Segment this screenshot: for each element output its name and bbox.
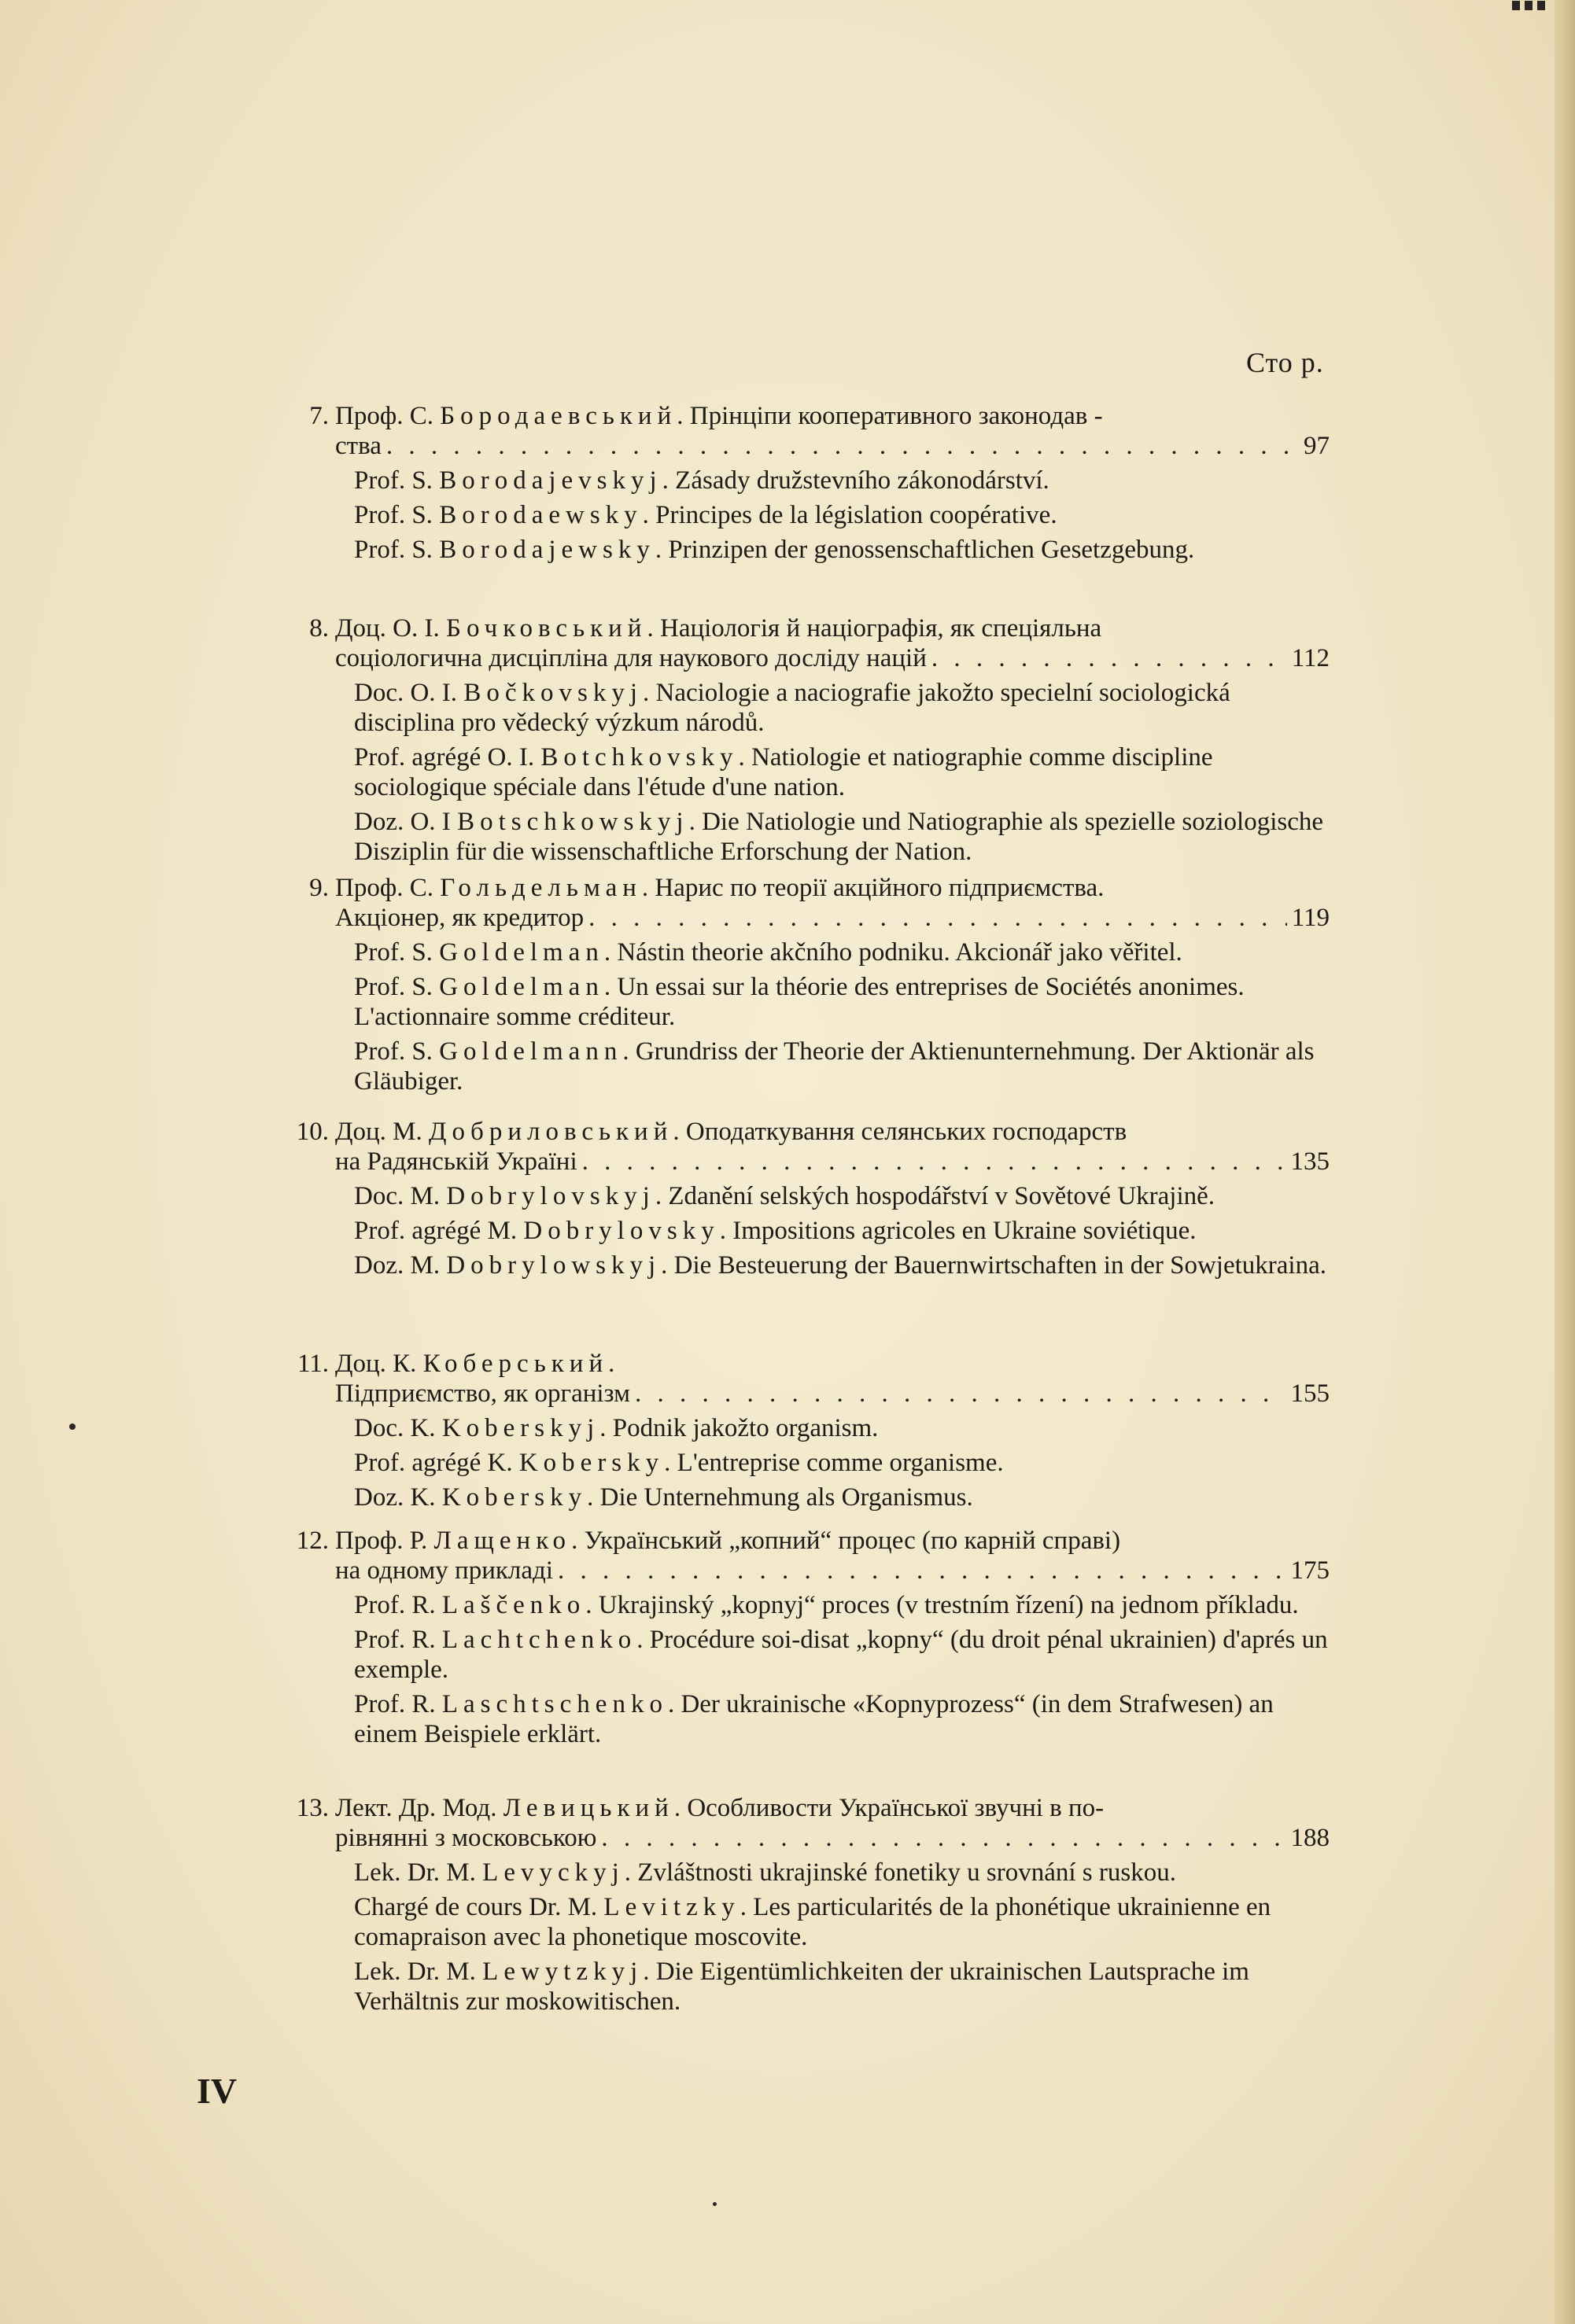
translated-title — [335, 937, 1330, 967]
entry-number: 10. — [296, 1118, 329, 1146]
translated-title — [335, 535, 1330, 565]
translated-author-title: Lek. Dr. M. — [354, 1958, 483, 1986]
translated-title — [335, 1181, 1330, 1211]
entry-title-ukrainian — [335, 1117, 1330, 1177]
page-number: 175 — [1290, 1556, 1330, 1585]
author-title: Доц. О. І. — [335, 614, 446, 643]
translated-author-name: Lewytzkyj — [482, 1958, 644, 1986]
entry-body — [335, 613, 1330, 867]
print-speck — [713, 2202, 717, 2206]
translated-article-title: . Die Unternehmung als Organismus. — [587, 1483, 973, 1512]
translated-title — [335, 1250, 1330, 1280]
title-leader-line — [335, 431, 1330, 461]
title-leader-line — [335, 1823, 1330, 1853]
author-name: Лащенко — [433, 1527, 572, 1555]
entry-number: 11. — [297, 1350, 329, 1378]
page-edge-shadow — [1555, 0, 1575, 2324]
print-speck — [69, 1423, 76, 1430]
translated-article-title: . Zásady družstevního zákonodárství. — [662, 466, 1049, 495]
translated-title — [335, 466, 1330, 495]
article-title: . Націологія й націографія, як спеціяльна — [647, 614, 1102, 643]
translated-author-title: Doc. O. I. — [354, 679, 464, 707]
translated-author-title: Prof. R. — [354, 1626, 442, 1654]
page-number: 112 — [1291, 644, 1330, 672]
entry-body — [335, 401, 1330, 565]
translated-author-name: Botchkovsky — [540, 743, 739, 772]
translated-author-name: Goldelman — [439, 973, 604, 1001]
translated-title — [335, 1858, 1330, 1888]
translated-author-title: Prof. S. — [354, 501, 440, 529]
author-name: Левицький — [503, 1794, 674, 1822]
translated-author-title: Prof. agrégé M. — [354, 1217, 524, 1245]
toc-entry — [283, 1117, 1330, 1280]
translated-author-name: Dobrylovsky — [523, 1217, 720, 1245]
page-number: 188 — [1290, 1824, 1330, 1852]
translated-article-title: . Prinzipen der genossenschaftlichen Gesetzgebung. — [655, 536, 1195, 564]
translated-article-title: . Principes de la législation coopérative. — [642, 501, 1057, 529]
article-title: . Прінціпи кооперативного законодав - — [677, 402, 1103, 430]
page-column-label: Сто р. — [1246, 347, 1324, 378]
translated-author-title: Prof. agrégé K. — [354, 1449, 519, 1477]
translated-title — [335, 1037, 1330, 1096]
article-title: . — [608, 1350, 615, 1378]
translated-title — [335, 500, 1330, 530]
translated-author-title: Doz. O. I — [354, 808, 458, 836]
translated-title — [335, 1216, 1330, 1246]
entry-number: 9. — [309, 874, 329, 902]
author-title: Доц. М. — [335, 1118, 430, 1146]
translated-author-name: Laščenko — [441, 1591, 586, 1619]
translated-title — [335, 1413, 1330, 1443]
entry-title-ukrainian — [335, 1349, 1330, 1409]
translated-title — [335, 742, 1330, 802]
translated-author-name: Goldelman — [439, 938, 604, 967]
translated-author-name: Koberskyj — [441, 1414, 600, 1442]
translated-author-name: Dobrylowskyj — [446, 1251, 662, 1280]
toc-entry — [283, 1349, 1330, 1512]
author-name: Коберський — [422, 1350, 609, 1378]
translated-author-name: Botschkowskyj — [457, 808, 689, 836]
translated-article-title: . Nástin theorie akčního podniku. Akcionář jako věřitel. — [603, 938, 1182, 967]
author-title: Доц. К. — [335, 1350, 423, 1378]
dot-leader — [635, 1379, 1285, 1409]
toc-entry — [283, 401, 1330, 565]
translated-author-name: Levyckyj — [482, 1858, 625, 1887]
scan-corner-mark — [1512, 0, 1559, 11]
translated-article-title: . Grundriss der Theorie der Aktienunternehmung. Der Aktionär als Gläubiger. — [354, 1037, 1315, 1096]
translated-author-title: Prof. R. — [354, 1690, 442, 1718]
article-title: . Особливости Української звучні в по- — [673, 1794, 1105, 1822]
translated-article-title: . Naciologie a naciografie jakožto specielní sociologická disciplina pro vědecký výzkum národů. — [354, 679, 1230, 737]
translated-title — [335, 807, 1330, 867]
translated-author-title: Doz. M. — [354, 1251, 447, 1280]
translated-title — [335, 972, 1330, 1032]
translated-title — [335, 1957, 1330, 2016]
translated-article-title: . Impositions agricoles en Ukraine soviétique. — [719, 1217, 1197, 1245]
translated-author-name: Borodajewsky — [439, 536, 655, 564]
translated-article-title: . L'entreprise comme organisme. — [664, 1449, 1004, 1477]
entry-number: 13. — [296, 1794, 329, 1822]
translated-author-title: Prof. R. — [354, 1591, 442, 1619]
translated-article-title: . Die Natiologie und Natiographie als spezielle soziologische Disziplin für die wissenschaftliche Erforschung der Nation. — [354, 808, 1324, 866]
toc-entry — [283, 1793, 1330, 2016]
translated-article-title: . Der ukrainische «Kopnyprozess“ (in dem Strafwesen) an einem Beispiele erklärt. — [354, 1690, 1274, 1748]
translated-title — [335, 1892, 1330, 1952]
article-title-end: на одному прикладі — [335, 1556, 553, 1585]
author-title: Проф. С. — [335, 874, 441, 902]
translated-title — [335, 1448, 1330, 1478]
author-name: Гольдельман — [440, 874, 642, 902]
translated-author-name: Kobersky — [441, 1483, 588, 1512]
translated-article-title: . Les particularités de la phonétique ukrainienne en comapraison avec la phonetique moscovite. — [354, 1893, 1271, 1951]
translated-title — [335, 1689, 1330, 1749]
translated-article-title: . Natiologie et natiographie comme discipline sociologique spéciale dans l'étude d'une nation. — [354, 743, 1213, 801]
translated-article-title: . Procédure soi-disat „kopny“ (du droit pénal ukrainien) d'aprés un exemple. — [354, 1626, 1328, 1684]
entry-body — [335, 873, 1330, 1096]
page-number: 135 — [1290, 1147, 1330, 1176]
entry-body — [335, 1793, 1330, 2016]
translated-title — [335, 1590, 1330, 1620]
translated-author-title: Doc. K. — [354, 1414, 442, 1442]
article-title-end: рівнянні з московською — [335, 1824, 597, 1852]
entry-number: 12. — [296, 1527, 329, 1555]
article-title: . Оподаткування селянських господарств — [673, 1118, 1127, 1146]
translated-author-title: Chargé de cours Dr. M. — [354, 1893, 604, 1921]
entry-number: 7. — [309, 402, 329, 430]
title-leader-line — [335, 643, 1330, 673]
dot-leader — [931, 643, 1287, 673]
author-title: Лект. Др. Мод. — [335, 1794, 503, 1822]
entry-title-ukrainian — [335, 613, 1330, 673]
article-title-end: Підприємство, як організм — [335, 1379, 631, 1408]
translated-author-title: Prof. S. — [354, 466, 440, 495]
translated-title — [335, 1482, 1330, 1512]
translated-author-name: Levitzky — [603, 1893, 740, 1921]
translated-article-title: . Zvláštnosti ukrajinské fonetiky u srovnání s ruskou. — [624, 1858, 1176, 1887]
translated-author-name: Kobersky — [518, 1449, 665, 1477]
translated-title — [335, 1625, 1330, 1685]
dot-leader — [558, 1556, 1286, 1586]
translated-author-name: Laschtschenko — [441, 1690, 668, 1718]
translated-author-title: Prof. S. — [354, 1037, 440, 1066]
entry-title-ukrainian — [335, 1526, 1330, 1586]
author-name: Бочковський — [446, 614, 647, 643]
title-leader-line — [335, 1379, 1330, 1409]
translated-author-title: Doz. K. — [354, 1483, 442, 1512]
page-number: 119 — [1291, 904, 1330, 932]
translated-article-title: . Un essai sur la théorie des entreprises de Sociétés anonimes. L'actionnaire somme créditeur. — [354, 973, 1245, 1031]
translated-article-title: . Zdanění selských hospodářství v Sovětové Ukrajině. — [655, 1182, 1215, 1210]
author-title: Проф. С. — [335, 402, 441, 430]
author-title: Проф. Р. — [335, 1527, 434, 1555]
translated-author-name: Borodajevskyj — [439, 466, 662, 495]
article-title-end: соціологична дисціпліна для наукового досліду націй — [335, 644, 927, 672]
article-title: . Український „копний“ процес (по карній справі) — [571, 1527, 1121, 1555]
translated-author-title: Lek. Dr. M. — [354, 1858, 483, 1887]
title-leader-line — [335, 903, 1330, 933]
translated-author-name: Dobrylovskyj — [446, 1182, 655, 1210]
toc-entry — [283, 1526, 1330, 1749]
translated-author-name: Lachtchenko — [441, 1626, 637, 1654]
toc-entry — [283, 613, 1330, 867]
article-title-end: Акціонер, як кредитор — [335, 904, 585, 932]
article-title: . Нарис по теорії акційного підприємства. — [641, 874, 1105, 902]
translated-title — [335, 678, 1330, 738]
entry-body — [335, 1349, 1330, 1512]
author-name: Бородаевський — [440, 402, 677, 430]
translated-author-name: Bočkovskyj — [463, 679, 643, 707]
translated-author-name: Goldelmann — [439, 1037, 623, 1066]
translated-author-title: Doc. M. — [354, 1182, 447, 1210]
entry-number: 8. — [309, 614, 329, 643]
entry-title-ukrainian — [335, 873, 1330, 933]
entry-body — [335, 1526, 1330, 1749]
dot-leader — [386, 431, 1299, 461]
title-leader-line — [335, 1147, 1330, 1177]
translated-author-name: Borodaewsky — [439, 501, 643, 529]
entry-body — [335, 1117, 1330, 1280]
translated-author-title: Prof. S. — [354, 973, 440, 1001]
dot-leader — [588, 903, 1287, 933]
title-leader-line — [335, 1556, 1330, 1586]
page-number-roman: IV — [197, 2071, 238, 2111]
translated-author-title: Prof. agrégé O. I. — [354, 743, 541, 772]
page-number: 155 — [1290, 1379, 1330, 1408]
entry-title-ukrainian — [335, 401, 1330, 461]
dot-leader — [582, 1147, 1286, 1177]
translated-author-title: Prof. S. — [354, 536, 440, 564]
entry-title-ukrainian — [335, 1793, 1330, 1853]
translated-article-title: . Die Besteuerung der Bauernwirtschaften in der Sowjetukraina. — [661, 1251, 1326, 1280]
article-title-end: на Радянській Україні — [335, 1147, 577, 1176]
translated-author-title: Prof. S. — [354, 938, 440, 967]
toc-entry — [283, 873, 1330, 1096]
author-name: Добриловський — [429, 1118, 673, 1146]
translated-article-title: . Die Eigentümlichkeiten der ukrainischen Lautsprache im Verhältnis zur moskowitischen. — [354, 1958, 1249, 2016]
dot-leader — [601, 1823, 1285, 1853]
translated-article-title: . Ukrajinský „kopnyj“ proces (v trestním řízení) na jednom příkladu. — [585, 1591, 1299, 1619]
page-number: 97 — [1304, 432, 1330, 460]
article-title-end: ства — [335, 432, 382, 460]
translated-article-title: . Podnik jakožto organism. — [599, 1414, 879, 1442]
